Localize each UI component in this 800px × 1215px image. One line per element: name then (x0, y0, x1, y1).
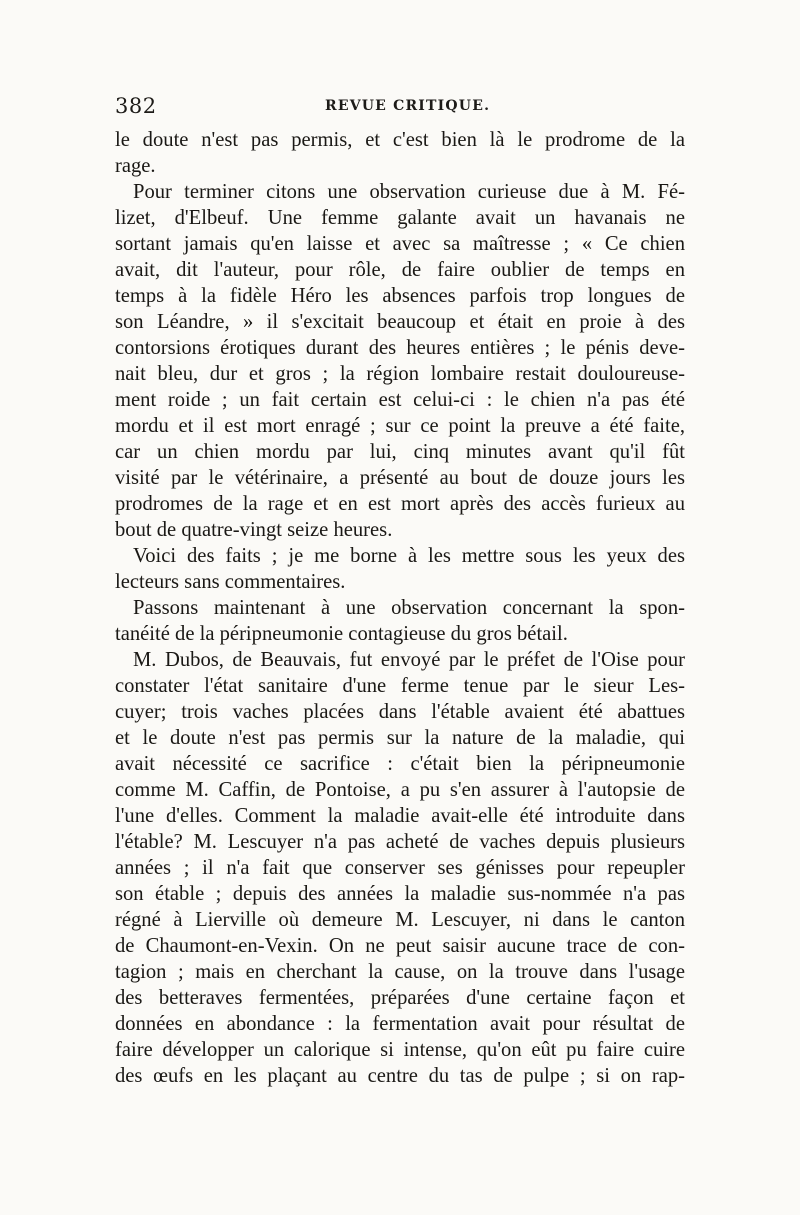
text-line: contorsions érotiques durant des heures entières ; le pénis deve- (115, 337, 685, 359)
text-line: visité par le vétérinaire, a présenté au bout de douze jours les (115, 467, 685, 489)
text-line: années ; il n'a fait que conserver ses génisses pour repeupler (115, 857, 685, 879)
page-header (115, 94, 685, 120)
text-line: bout de quatre-vingt seize heures. (115, 519, 393, 541)
running-title: REVUE CRITIQUE. (325, 98, 491, 114)
text-line: Pour terminer citons une observation curieuse due à M. Fé- (133, 181, 685, 203)
text-line: l'étable? M. Lescuyer n'a pas acheté de vaches depuis plusieurs (115, 831, 685, 853)
text-line: car un chien mordu par lui, cinq minutes avant qu'il fût (115, 441, 685, 463)
page-number: 382 (115, 94, 157, 118)
text-line: lecteurs sans commentaires. (115, 571, 346, 593)
text-line: son étable ; depuis des années la maladie sus-nommée n'a pas (115, 883, 685, 905)
text-line: constater l'état sanitaire d'une ferme tenue par le sieur Les- (115, 675, 685, 697)
text-line: comme M. Caffin, de Pontoise, a pu s'en assurer à l'autopsie de (115, 779, 685, 801)
text-line: son Léandre, » il s'excitait beaucoup et était en proie à des (115, 311, 685, 333)
text-line: mordu et il est mort enragé ; sur ce point la preuve a été faite, (115, 415, 685, 437)
text-line: des betteraves fermentées, préparées d'une certaine façon et (115, 987, 685, 1009)
text-line: lizet, d'Elbeuf. Une femme galante avait un havanais ne (115, 207, 685, 229)
text-line: sortant jamais qu'en laisse et avec sa maîtresse ; « Ce chien (115, 233, 685, 255)
text-line: données en abondance : la fermentation avait pour résultat de (115, 1013, 685, 1035)
text-line: rage. (115, 155, 156, 177)
text-line: l'une d'elles. Comment la maladie avait-elle été introduite dans (115, 805, 685, 827)
text-line: Passons maintenant à une observation concernant la spon- (133, 597, 685, 619)
text-line: régné à Lierville où demeure M. Lescuyer, ni dans le canton (115, 909, 685, 931)
text-line: le doute n'est pas permis, et c'est bien là le prodrome de la (115, 129, 685, 151)
text-line: et le doute n'est pas permis sur la nature de la maladie, qui (115, 727, 685, 749)
text-line: cuyer; trois vaches placées dans l'étable avaient été abattues (115, 701, 685, 723)
text-line: de Chaumont-en-Vexin. On ne peut saisir aucune trace de con- (115, 935, 685, 957)
text-line: tagion ; mais en cherchant la cause, on la trouve dans l'usage (115, 961, 685, 983)
body-text (115, 127, 685, 1089)
text-line: nait bleu, dur et gros ; la région lombaire restait douloureuse- (115, 363, 685, 385)
text-line: avait nécessité ce sacrifice : c'était bien la péripneumonie (115, 753, 685, 775)
text-line: Voici des faits ; je me borne à les mettre sous les yeux des (133, 545, 685, 567)
text-line: temps à la fidèle Héro les absences parfois trop longues de (115, 285, 685, 307)
text-line: prodromes de la rage et en est mort après des accès furieux au (115, 493, 685, 515)
text-line: ment roide ; un fait certain est celui-ci : le chien n'a pas été (115, 389, 685, 411)
text-line: tanéité de la péripneumonie contagieuse du gros bétail. (115, 623, 568, 645)
text-line: faire développer un calorique si intense, qu'on eût pu faire cuire (115, 1039, 685, 1061)
text-line: M. Dubos, de Beauvais, fut envoyé par le préfet de l'Oise pour (133, 649, 685, 671)
text-line: des œufs en les plaçant au centre du tas de pulpe ; si on rap- (115, 1065, 685, 1087)
text-line: avait, dit l'auteur, pour rôle, de faire oublier de temps en (115, 259, 685, 281)
